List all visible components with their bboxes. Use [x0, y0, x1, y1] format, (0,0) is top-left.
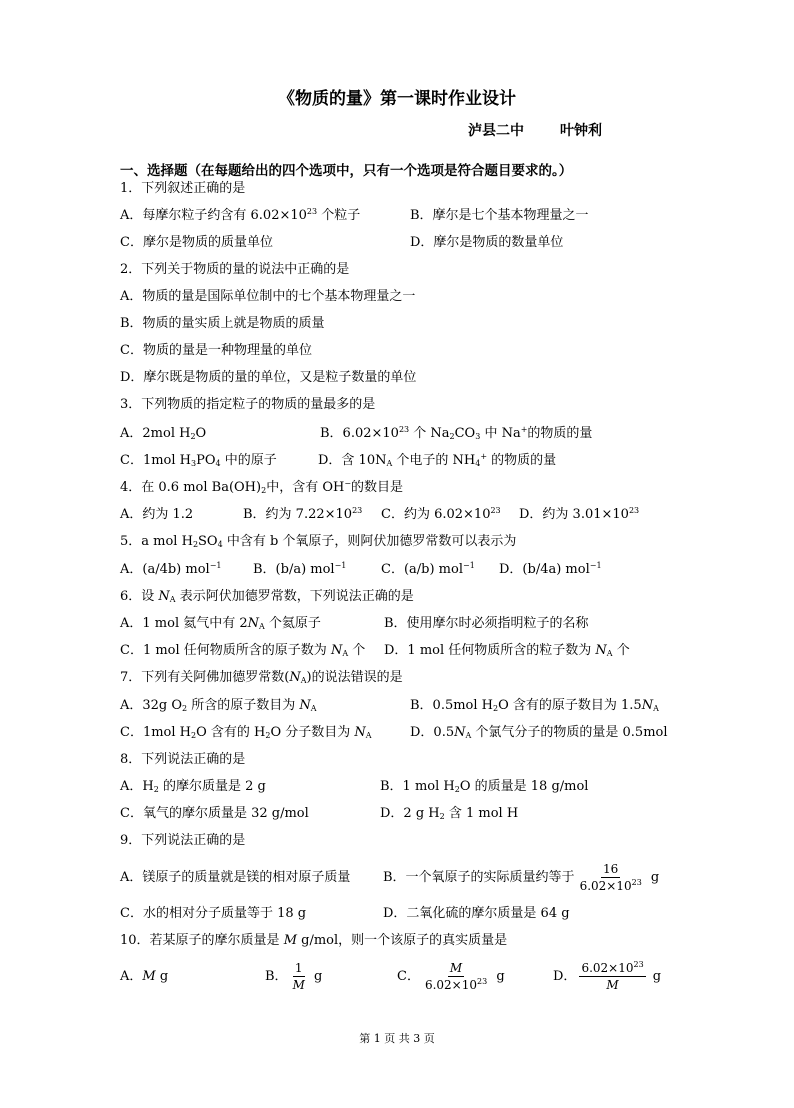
question-6-option-c: C．1 mol 任何物质所含的原子数为 $N_A$ 个: [120, 643, 366, 658]
fraction: $\frac{16}{6.02\times 10^{23}}$: [579, 862, 642, 893]
question-5-stem: 5．a mol $H_2SO_4$ 中含有 b 个氧原子，则阿伏加德罗常数可以表示为: [120, 534, 517, 549]
question-3-option-b: B．$6.02\times 10^{23}$ 个 $Na_2CO_3$ 中 Na+的物质的量: [320, 425, 593, 441]
question-10-option-d: D． $\frac{6.02\times 10^{23}}{M}$ g: [553, 960, 662, 992]
question-8-option-c: C．氧气的摩尔质量是 32 g/mol: [120, 806, 309, 821]
question-9-option-c: C．水的相对分子质量等于 18 g: [120, 906, 307, 921]
question-7-option-a: A．32g $O_2$ 所含的原子数目为 $N_A$: [120, 698, 317, 713]
question-3-option-c: C．1mol $H_3PO_4$ 中的原子: [120, 453, 277, 468]
question-9-option-d: D．二氧化硫的摩尔质量是 64 g: [383, 906, 570, 921]
question-6-stem: 6．设 $N_A$ 表示阿伏加德罗常数，下列说法正确的是: [120, 589, 414, 604]
question-5-option-a: A．(a/4b) mol$^{-1}$: [120, 561, 222, 577]
question-1-stem: 1．下列叙述正确的是: [120, 181, 246, 196]
question-3-option-d: D．含 $10N_A$ 个电子的 $NH_4^+$ 的物质的量: [318, 452, 557, 468]
question-1-option-b: B．摩尔是七个基本物理量之一: [410, 208, 589, 223]
section-heading: 一、选择题（在每题给出的四个选项中，只有一个选项是符合题目要求的。）: [120, 163, 573, 179]
question-4-option-d: D．约为 $3.01\times 10^{23}$: [519, 506, 640, 522]
author-line: [468, 120, 602, 140]
question-4-option-c: C．约为 $6.02\times 10^{23}$: [381, 506, 501, 522]
question-6-option-a: A．1 mol 氦气中有 $2N_A$ 个氦原子: [120, 616, 321, 631]
question-1-option-d: D．摩尔是物质的数量单位: [410, 235, 564, 250]
question-10-option-c: C． $\frac{M}{6.02\times 10^{23}}$ g: [397, 961, 505, 992]
question-8-stem: 8．下列说法正确的是: [120, 752, 246, 767]
author-name: 叶钟利: [560, 123, 602, 139]
question-2-option-a: A．物质的量是国际单位制中的七个基本物理量之一: [120, 289, 416, 304]
question-3-stem: 3．下列物质的指定粒子的物质的量最多的是: [120, 397, 376, 412]
question-9-option-a: A．镁原子的质量就是镁的相对原子质量: [120, 870, 351, 885]
question-3-option-a: A．2mol $H_2O$: [120, 426, 207, 441]
question-8-option-b: B．1 mol $H_2O$ 的质量是 18 g/mol: [380, 779, 589, 794]
question-2-option-c: C．物质的量是一种物理量的单位: [120, 343, 312, 358]
question-2-option-d: D．摩尔既是物质的量的单位，又是粒子数量的单位: [120, 370, 417, 385]
question-7-option-b: B．0.5mol $H_2O$ 含有的原子数目为 $1.5N_A$: [410, 698, 659, 713]
question-6-option-d: D．1 mol 任何物质所含的粒子数为 $N_A$ 个: [384, 643, 630, 658]
question-6-option-b: B．使用摩尔时必须指明粒子的名称: [384, 616, 589, 631]
question-2-option-b: B．物质的量实质上就是物质的质量: [120, 316, 325, 331]
question-10-stem: 10．若某原子的摩尔质量是 M g/mol，则一个该原子的真实质量是: [120, 933, 508, 948]
school-name: 泸县二中: [468, 123, 524, 139]
question-10-option-b: B． $\frac{1}{M}$ g: [265, 961, 323, 992]
fraction: $\frac{6.02\times 10^{23}}{M}$: [581, 960, 644, 992]
question-8-option-a: A．$H_2$ 的摩尔质量是 2 g: [120, 779, 266, 794]
question-10-option-a: A．M g: [120, 969, 169, 984]
question-1-option-a: A．每摩尔粒子约含有 $6.02\times 10^{23}$ 个粒子: [120, 207, 361, 223]
fraction: $\frac{1}{M}$: [292, 961, 305, 992]
question-7-option-d: D．$0.5N_A$ 个氯气分子的物质的量是 0.5mol: [410, 725, 668, 740]
question-2-stem: 2．下列关于物质的量的说法中正确的是: [120, 262, 350, 277]
document-title: 《物质的量》第一课时作业设计: [278, 89, 516, 109]
question-5-option-d: D．(b/4a) mol$^{-1}$: [499, 561, 602, 577]
question-7-stem: 7．下列有关阿佛加德罗常数$(N_A)$的说法错误的是: [120, 670, 403, 685]
question-4-option-a: A．约为 1.2: [120, 507, 194, 522]
question-5-option-c: C．(a/b) mol$^{-1}$: [381, 561, 475, 577]
question-1-option-c: C．摩尔是物质的质量单位: [120, 235, 273, 250]
question-5-option-b: B．(b/a) mol$^{-1}$: [253, 561, 347, 577]
page-footer: 第 1 页 共 3 页: [359, 1032, 435, 1045]
question-9-option-b: B．一个氧原子的实际质量约等于 $\frac{16}{6.02\times 10^{23}}$ g: [383, 862, 660, 893]
question-4-option-b: B．约为 $7.22\times 10^{23}$: [243, 506, 363, 522]
question-4-stem: 4．在 0.6 mol $Ba(OH)_2$中，含有 OH−的数目是: [120, 479, 404, 495]
question-8-option-d: D．2 g $H_2$ 含 1 mol H: [380, 806, 519, 821]
question-9-stem: 9．下列说法正确的是: [120, 833, 246, 848]
fraction: $\frac{M}{6.02\times 10^{23}}$: [424, 961, 488, 992]
question-7-option-c: C．1mol $H_2O$ 含有的 $H_2O$ 分子数目为 $N_A$: [120, 725, 372, 740]
